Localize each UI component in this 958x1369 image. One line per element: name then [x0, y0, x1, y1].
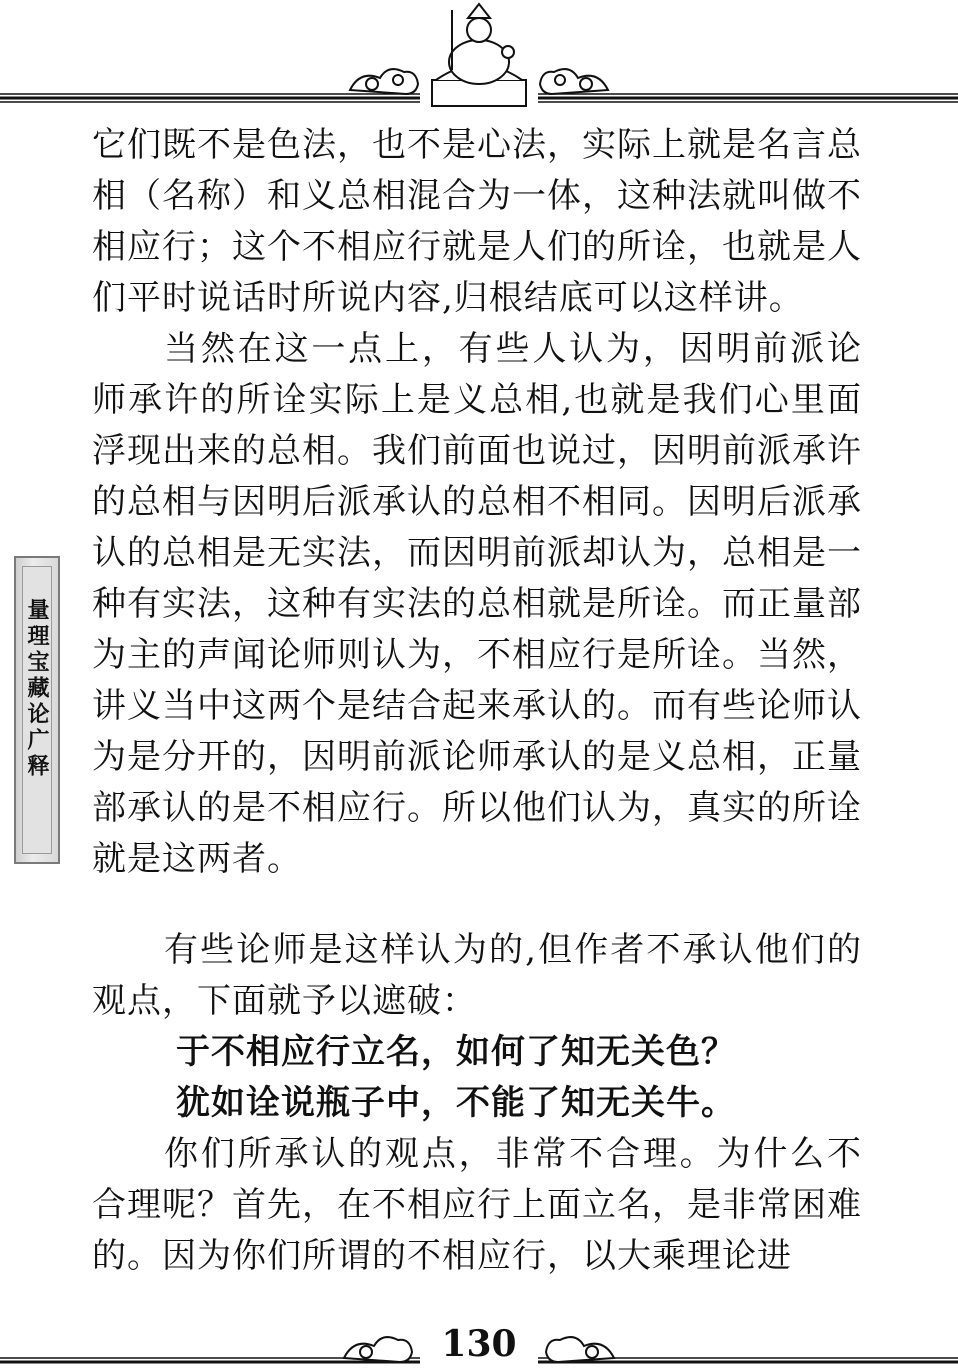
cloud-scroll-icon-left [350, 69, 418, 94]
seated-deity-icon [432, 4, 526, 106]
cloud-scroll-icon-right [546, 1337, 614, 1362]
page-body [92, 120, 862, 1282]
cloud-scroll-icon-right [540, 69, 608, 94]
page-number: 130 [439, 1322, 519, 1366]
paragraph: 当然在这一点上，有些人认为，因明前派论师承许的所诠实际上是义总相,也就是我们心里面浮现出来的总相。我们前面也说过，因明前派承许的总相与因明后派承认的总相不相同。因明后派承认的总相是无实法，而因明前派却认为，总相是一种有实法，这种有实法的总相就是所诠。而正量部为主的声闻论师则认为，不相应行是所诠。当然，讲义当中这两个是结合起来承认的。而有些论师认为是分开的，因明前派论师承认的是义总相，正量部承认的是不相应行。所以他们认为，真实的所诠就是这两者。 [92, 329, 862, 879]
side-tab [14, 556, 60, 864]
paragraph: 它们既不是色法，也不是心法，实际上就是名言总相（名称）和义总相混合为一体，这种法就叫做不相应行；这个不相应行就是人们的所诠，也就是人们平时说话时所说内容,归根结底可以这样讲。 [92, 125, 862, 318]
header-ornament [0, 0, 958, 110]
paragraph-gap [92, 885, 862, 925]
paragraph: 你们所承认的观点，非常不合理。为什么不合理呢？首先，在不相应行上面立名，是非常困难的。因为你们所谓的不相应行，以大乘理论进 [92, 1134, 862, 1276]
verse-line: 犹如诠说瓶子中，不能了知无关牛。 [176, 1083, 736, 1123]
book-title-vertical: 量理宝藏论广释 [24, 598, 50, 780]
cloud-scroll-icon-left [344, 1337, 412, 1362]
paragraph: 有些论师是这样认为的,但作者不承认他们的观点，下面就予以遮破： [92, 930, 862, 1021]
verse-line: 于不相应行立名，如何了知无关色？ [176, 1032, 736, 1072]
